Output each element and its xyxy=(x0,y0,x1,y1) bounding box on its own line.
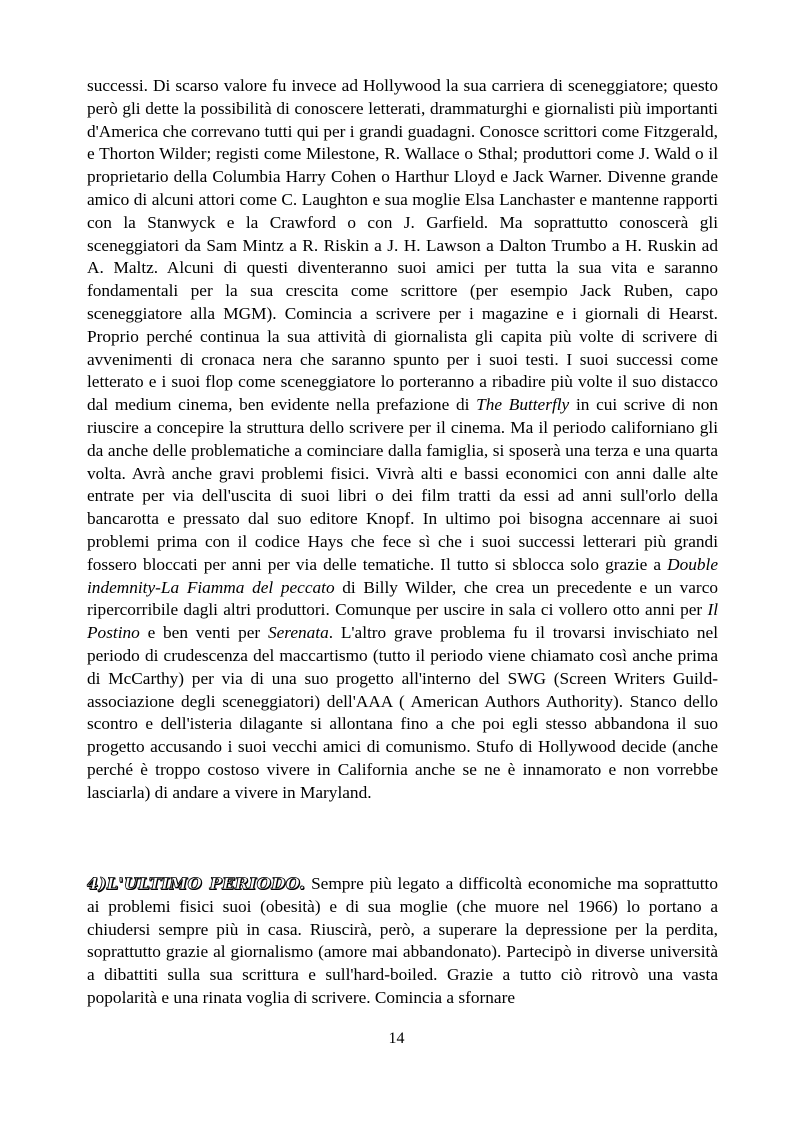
text-segment: e ben venti per xyxy=(139,623,268,643)
film-title-il-postino: Il Postino xyxy=(87,600,718,643)
text-segment: di Billy Wilder, che crea un precedente e un varco ripercorribile dagli altri produttori. Comunque per uscire in sala ci vollero otto anni per xyxy=(87,577,718,620)
text-segment: Sempre più legato a difficoltà economiche ma soprattutto ai problemi fisici suoi (obesità) e di sua moglie (che muore nel 1966) lo portano a chiudersi sempre più in casa. Riuscirà, però, a superare la depressione per la perdita, soprattutto grazie al giornalismo (amore mai abbandonato). Partecipò in diverse università a dibattiti sulla sua scrittura e sull'hard-boiled. Grazie a tutto ciò ritrovò una vasta popolarità e una rinata voglia di scrivere. Comincia a sfornare xyxy=(87,874,718,1007)
book-title-the-butterfly: The Butterfly xyxy=(476,395,570,415)
section-heading: 4)L'ULTIMO PERIODO. xyxy=(87,874,306,893)
film-title-serenata: Serenata xyxy=(267,623,329,643)
text-segment: . L'altro grave problema fu il trovarsi invischiato nel periodo di crudescenza del maccartismo (tutto il periodo viene chiamato così anche prima di McCarthy) per via di una suo progetto all'interno del SWG (Screen Writers Guild- associazione degli sceneggiatori) dell'AAA ( American Authors Authority). Stanco dello scontro e dell'isteria dilagante si allontana fino a che poi egli stesso abbandona il suo progetto accusando i suoi vecchi amici di comunismo. Stufo di Hollywood decide (anche perché è troppo costoso vivere in California anche se ne è innamorato e non vorrebbe lasciarla) di andare a vivere in Maryland. xyxy=(87,623,719,802)
paragraph-last-period xyxy=(87,873,718,1010)
text-segment: successi. Di scarso valore fu invece ad Hollywood la sua carriera di sceneggiatore; questo però gli dette la possibilità di conoscere letterati, drammaturghi e giornalisti più importanti d'America che correvano tutti qui per i grandi guadagni. Conosce scrittori come Fitzgerald, e Thorton Wilder; registi come Milestone, R. Wallace o Sthal; produttori come J. Wald o il proprietario della Columbia Harry Cohen o Harthur Lloyd e Jack Warner. Divenne grande amico di alcuni attori come C. Laughton e sua moglie Elsa Lanchaster e mantenne rapporti con la Stanwyck e la Crawford o con J. Garfield. Ma soprattutto conoscerà gli sceneggiatori da Sam Mintz a R. Riskin a J. H. Lawson a Dalton Trumbo a H. Ruskin ad A. Maltz. Alcuni di questi diventeranno suoi amici per tutta la sua vita e saranno fondamentali per la sua crescita come scrittore (per esempio Jack Ruben, capo sceneggiatore alla MGM). Comincia a scrivere per i magazine e i giornali di Hearst. Proprio perché continua la sua attività di giornalista gli capita più volte di scrivere di avvenimenti di cronaca nera che saranno spunto per i suoi testi. I suoi successi come letterato e i suoi flop come sceneggiatore lo porteranno a ribadire più volte il suo distacco dal medium cinema, ben evidente nella prefazione di xyxy=(87,76,718,415)
page-number: 14 xyxy=(388,1030,405,1047)
film-title-double-indemnity: Double indemnity-La Fiamma del peccato xyxy=(87,554,718,597)
paragraph-hollywood-period xyxy=(87,75,718,805)
text-segment: in cui scrive di non riuscire a concepire la struttura dello scrivere per il cinema. Ma il periodo californiano gli da anche delle problematiche a cominciare dalla famiglia, si sposerà una terza e una quarta volta. Avrà anche gravi problemi fisici. Vivrà alti e bassi economici con anni dalle alte entrate per via dell'uscita di suoi libri o dei film tratti da essi ad anni sull'orlo della bancarotta e pressato dal suo editore Knopf. In ultimo poi bisogna accennare ai suoi problemi prima con il codice Hays che fece sì che i suoi successi letterari più grandi fossero bloccati per anni per via delle tematiche. Il tutto si sblocca solo grazie a xyxy=(87,395,718,574)
